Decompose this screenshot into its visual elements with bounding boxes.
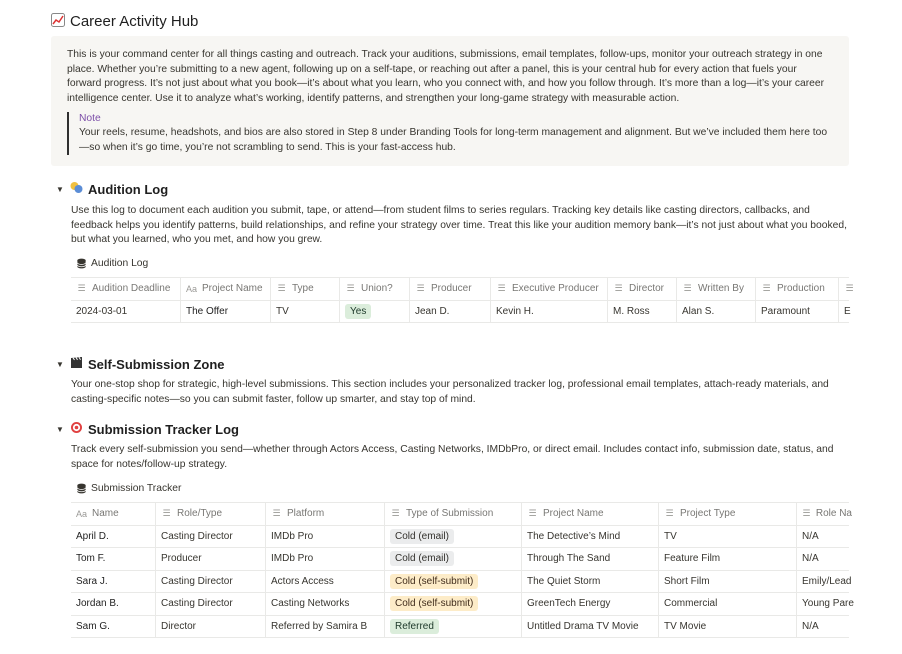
audition-log-heading: Audition Log xyxy=(88,181,169,197)
table-cell[interactable]: GreenTech Energy xyxy=(522,593,659,615)
submission-table xyxy=(71,502,854,638)
table-row[interactable] xyxy=(71,548,849,571)
table-header-row xyxy=(71,503,852,526)
list-icon: ☰ xyxy=(346,283,355,294)
submission-type-badge: Cold (email) xyxy=(390,529,454,544)
table-cell[interactable]: E xyxy=(844,305,851,317)
table-cell[interactable]: Jean D. xyxy=(410,301,491,323)
submission-db-title[interactable] xyxy=(76,483,181,494)
list-icon: ☰ xyxy=(614,283,623,294)
list-icon: ☰ xyxy=(845,283,854,294)
table-cell[interactable]: Actors Access xyxy=(266,571,385,593)
table-cell[interactable]: N/A xyxy=(802,530,819,542)
self-submission-description: Your one-stop shop for strategic, high-level submissions. This section includes your personalized tracker log, professional email templates, attach-ready materials, and casting-specific notes—so you can submit faster, follow up smarter, and stay top of mind. xyxy=(71,379,829,405)
audition-table xyxy=(71,277,854,323)
table-cell[interactable]: TV xyxy=(659,526,797,548)
submission-type-badge: Cold (self-submit) xyxy=(390,574,478,589)
table-cell[interactable]: Emily/Lead xyxy=(802,575,852,587)
table-cell[interactable]: Director xyxy=(156,616,266,638)
submission-tracker-heading: Submission Tracker Log xyxy=(88,421,239,437)
database-icon xyxy=(76,483,87,494)
table-cell[interactable] xyxy=(340,301,410,323)
submission-tracker-description: Track every self-submission you send—whether through Actors Access, Casting Networks, IMDbPro, or direct email. Includes contact info, submission date, status, and space for notes/follow-up strategy. xyxy=(71,444,834,470)
audition-db-title[interactable] xyxy=(76,258,148,269)
table-cell[interactable]: Referred by Samira B xyxy=(266,616,385,638)
table-cell[interactable]: N/A xyxy=(802,553,819,565)
table-cell[interactable]: The Offer xyxy=(181,301,271,323)
caret-down-icon[interactable]: ▼ xyxy=(56,184,64,194)
intro-callout xyxy=(51,36,849,166)
column-header[interactable]: ☰ Producer xyxy=(410,278,491,300)
self-submission-heading: Self-Submission Zone xyxy=(88,356,225,372)
text-icon: Aa xyxy=(76,508,88,519)
table-cell[interactable]: IMDb Pro xyxy=(266,548,385,570)
table-cell[interactable]: Casting Networks xyxy=(266,593,385,615)
caret-down-icon[interactable]: ▼ xyxy=(56,424,64,434)
table-cell[interactable]: Young Pare xyxy=(802,598,854,610)
list-icon: ☰ xyxy=(683,283,692,294)
list-icon: ☰ xyxy=(665,508,674,519)
direct-hit-icon xyxy=(70,421,83,437)
table-row[interactable] xyxy=(71,571,852,594)
audition-log-description: Use this log to document each audition you submit, tape, or attend—from student films to series regulars. Tracking key details like casting directors, callbacks, and feedback helps you identify patterns, build relationships, and refine your strategy over time. Treat this like your audition memory bank—it’s not just about what you booked, but what you learned, who you met, and how you grew. xyxy=(71,205,847,245)
note-title: Note xyxy=(79,113,101,124)
column-header[interactable]: ☰ Role/Type xyxy=(156,503,266,525)
audition-db-title-text: Audition Log xyxy=(91,258,149,269)
page-title-text: Career Activity Hub xyxy=(70,12,199,30)
list-icon: ☰ xyxy=(416,283,425,294)
column-header[interactable]: ☰ Audition Deadline xyxy=(71,278,181,300)
table-cell[interactable]: Casting Director xyxy=(156,593,266,615)
table-cell[interactable]: Alan S. xyxy=(677,301,756,323)
column-header[interactable]: ☰ Director xyxy=(608,278,677,300)
table-cell[interactable]: Kevin H. xyxy=(491,301,608,323)
table-cell[interactable]: M. Ross xyxy=(608,301,677,323)
column-header[interactable]: ☰ Executive Producer xyxy=(491,278,608,300)
page-title xyxy=(51,10,198,32)
table-row[interactable] xyxy=(71,616,849,639)
table-cell[interactable] xyxy=(385,571,522,593)
table-cell[interactable]: Feature Film xyxy=(659,548,797,570)
table-cell[interactable]: Paramount xyxy=(756,301,839,323)
table-cell[interactable]: Sam G. xyxy=(71,616,156,638)
table-cell[interactable] xyxy=(385,548,522,570)
performing-arts-icon xyxy=(70,181,83,197)
caret-down-icon[interactable]: ▼ xyxy=(56,359,64,369)
table-cell[interactable]: The Detective’s Mind xyxy=(522,526,659,548)
table-cell[interactable]: Casting Director xyxy=(156,571,266,593)
table-cell[interactable]: Short Film xyxy=(659,571,797,593)
column-header[interactable]: ☰ Project Type xyxy=(659,503,797,525)
text-icon: Aa xyxy=(186,283,198,294)
table-cell[interactable] xyxy=(385,593,522,615)
column-header[interactable]: ☰ Production xyxy=(756,278,839,300)
table-row[interactable] xyxy=(71,301,849,324)
database-icon xyxy=(76,258,87,269)
list-icon: ☰ xyxy=(391,508,400,519)
table-cell[interactable]: Untitled Drama TV Movie xyxy=(522,616,659,638)
table-cell[interactable]: TV Movie xyxy=(659,616,797,638)
audition-log-toggle[interactable] xyxy=(56,181,168,197)
list-icon: ☰ xyxy=(77,283,86,294)
table-cell[interactable]: IMDb Pro xyxy=(266,526,385,548)
table-cell[interactable]: Sara J. xyxy=(71,571,156,593)
table-cell[interactable]: Jordan B. xyxy=(71,593,156,615)
table-cell[interactable]: The Quiet Storm xyxy=(522,571,659,593)
column-header[interactable]: ☰ Role Na xyxy=(802,508,852,520)
table-cell[interactable] xyxy=(385,616,522,638)
status-badge: Yes xyxy=(345,304,371,319)
submission-type-badge: Cold (email) xyxy=(390,551,454,566)
table-cell[interactable]: April D. xyxy=(71,526,156,548)
column-header[interactable] xyxy=(839,278,879,300)
chart-increasing-icon xyxy=(51,13,65,30)
column-header[interactable]: Aa Name xyxy=(71,503,156,525)
submission-type-badge: Cold (self-submit) xyxy=(390,596,478,611)
table-cell[interactable]: Casting Director xyxy=(156,526,266,548)
note-quote xyxy=(67,112,833,155)
table-cell[interactable]: Through The Sand xyxy=(522,548,659,570)
column-header[interactable]: ☰ Platform xyxy=(266,503,385,525)
column-header[interactable]: ☰ Project Name xyxy=(522,503,659,525)
table-cell[interactable] xyxy=(385,526,522,548)
table-cell[interactable]: 2024-03-01 xyxy=(71,301,181,323)
clapper-board-icon xyxy=(70,356,83,372)
column-header[interactable]: Aa Project Name xyxy=(181,278,271,300)
table-row[interactable] xyxy=(71,593,854,616)
table-cell[interactable]: Commercial xyxy=(659,593,797,615)
table-row[interactable] xyxy=(71,526,849,549)
self-submission-toggle[interactable] xyxy=(56,356,225,372)
table-header-row xyxy=(71,278,854,301)
list-icon: ☰ xyxy=(497,283,506,294)
note-body: Your reels, resume, headshots, and bios are also stored in Step 8 under Branding Tools for long-term management and alignment. But we’ve included them here too—so when it’s go time, you’re not scrambling to send. This is your fast-access hub. xyxy=(79,127,828,153)
table-cell[interactable]: TV xyxy=(271,301,340,323)
submission-db-title-text: Submission Tracker xyxy=(91,483,182,494)
column-header[interactable]: ☰ Type xyxy=(271,278,340,300)
intro-text: This is your command center for all things casting and outreach. Track your auditions, submissions, email templates, follow-ups, monitor your outreach strategy in one place. Whether you’re submitting to a new agent, following up on a self-tape, or reaching out after a panel, this is your central hub for every action that fuels your forward progress. It’s not just about what you book—it’s about what you learn, who you connect with, and how you follow through. It’s more than a log—it’s your career intelligence center. Use it to analyze what’s working, identify patterns, and strengthen your long-game strategy with measurable action. xyxy=(67,49,825,104)
list-icon: ☰ xyxy=(762,283,771,294)
list-icon: ☰ xyxy=(277,283,286,294)
list-icon: ☰ xyxy=(272,508,281,519)
table-cell[interactable]: N/A xyxy=(802,620,819,632)
table-cell[interactable]: Producer xyxy=(156,548,266,570)
submission-tracker-toggle[interactable] xyxy=(56,421,239,437)
column-header[interactable]: ☰ Union? xyxy=(340,278,410,300)
list-icon: ☰ xyxy=(162,508,171,519)
list-icon: ☰ xyxy=(802,508,811,519)
table-cell[interactable]: Tom F. xyxy=(71,548,156,570)
submission-type-badge: Referred xyxy=(390,619,439,634)
list-icon: ☰ xyxy=(528,508,537,519)
column-header[interactable]: ☰ Type of Submission xyxy=(385,503,522,525)
column-header[interactable]: ☰ Written By xyxy=(677,278,756,300)
